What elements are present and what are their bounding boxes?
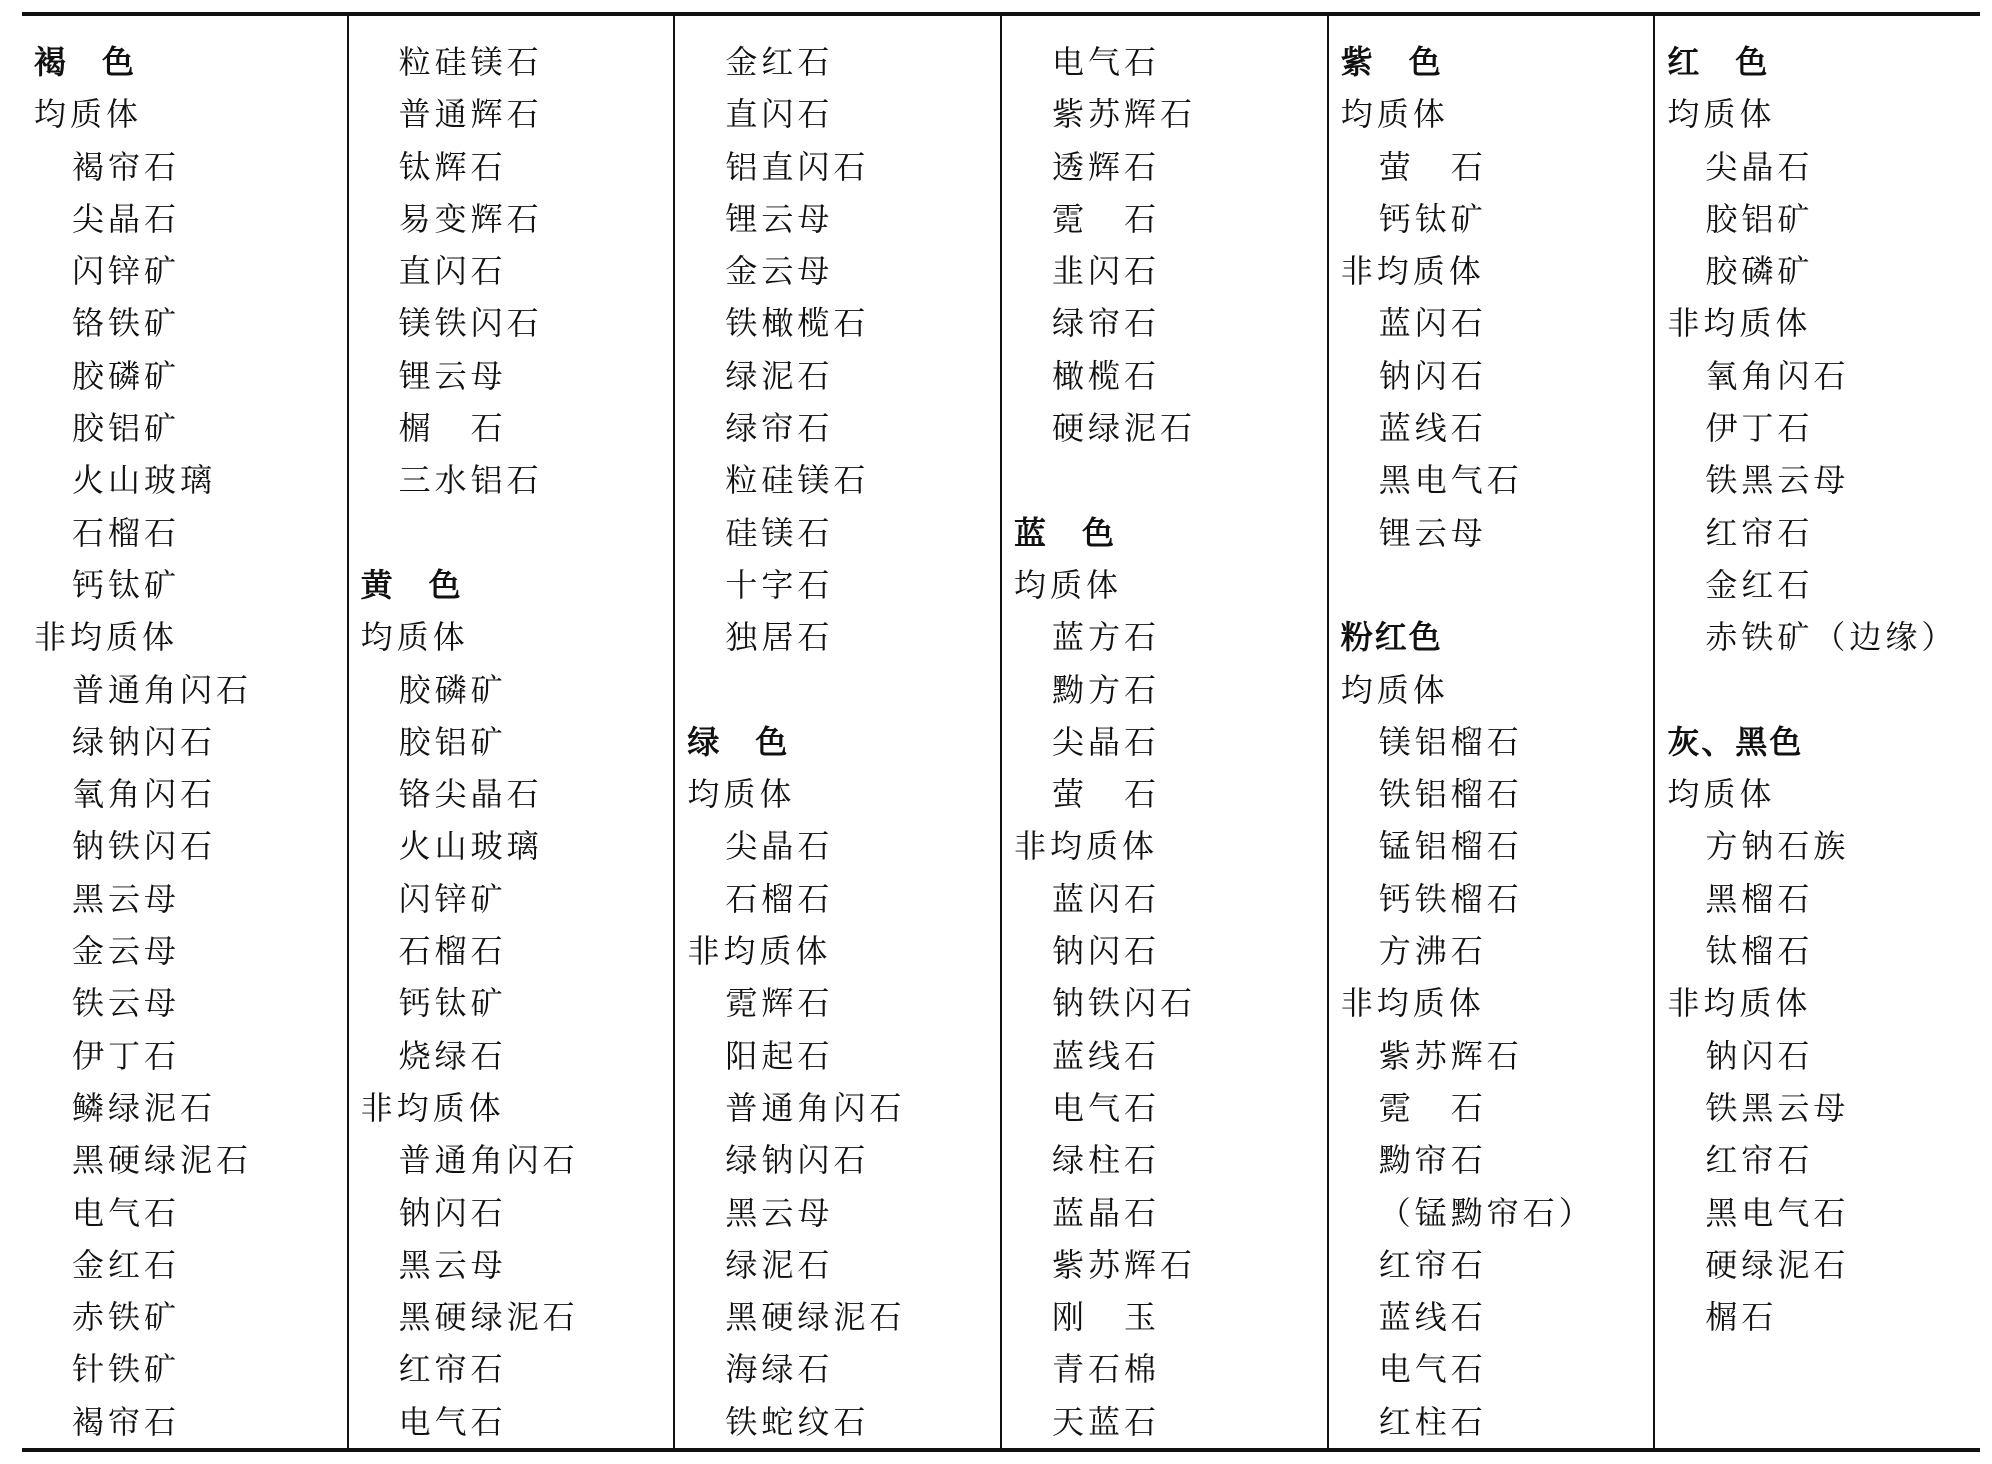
mineral-name: 紫苏辉石	[1052, 95, 1197, 134]
mineral-name: 红帘石	[398, 1350, 507, 1389]
mineral-name: 铁铝榴石	[1378, 775, 1523, 814]
mineral-name: 镁铝榴石	[1378, 722, 1523, 761]
mineral-name: 闪锌矿	[398, 879, 507, 918]
mineral-name: 胶铝矿	[1705, 199, 1814, 238]
mineral-name: 赤铁矿（边缘）	[1705, 618, 1958, 657]
mineral-name: 金红石	[725, 43, 834, 81]
mineral-name: 蓝方石	[1052, 618, 1161, 657]
mineral-name: 火山玻璃	[72, 461, 217, 500]
mineral-name: 海绿石	[725, 1350, 834, 1389]
optical-class-label: 均质体	[1014, 565, 1123, 604]
mineral-name: 钛榴石	[1705, 932, 1814, 971]
optical-class-label: 非均质体	[1340, 984, 1485, 1023]
table-column-5	[1329, 16, 1656, 1448]
color-group-heading: 蓝 色	[1014, 513, 1117, 552]
color-group-heading: 灰、黑色	[1667, 722, 1804, 761]
mineral-name: 直闪石	[725, 95, 834, 134]
mineral-name: 金红石	[72, 1245, 181, 1284]
mineral-name: 霓 石	[1052, 199, 1161, 238]
mineral-name: 紫苏辉石	[1378, 1036, 1523, 1075]
mineral-name: 韭闪石	[1052, 252, 1161, 291]
mineral-name: 胶铝矿	[398, 722, 507, 761]
optical-class-label: 非均质体	[1667, 304, 1812, 343]
mineral-name: 易变辉石	[398, 199, 543, 238]
mineral-name: 黑云母	[398, 1245, 507, 1284]
mineral-name: 电气石	[72, 1193, 181, 1232]
mineral-name: 钠闪石	[1378, 356, 1487, 395]
mineral-name: 萤 石	[1378, 147, 1487, 186]
mineral-name: 萤 石	[1052, 775, 1161, 814]
mineral-name: 青石棉	[1052, 1350, 1161, 1389]
mineral-name: 蓝闪石	[1378, 304, 1487, 343]
optical-class-label: 非均质体	[1014, 827, 1159, 866]
mineral-name: 金红石	[1705, 565, 1814, 604]
mineral-name: 黑硬绿泥石	[725, 1298, 906, 1337]
mineral-name: 红帘石	[1378, 1245, 1487, 1284]
table-column-1	[22, 16, 349, 1448]
mineral-name: 三水铝石	[398, 461, 543, 500]
optical-class-label: 均质体	[1667, 95, 1776, 134]
mineral-name: 镁铁闪石	[398, 304, 543, 343]
mineral-name: 橄榄石	[1052, 356, 1161, 395]
mineral-name: 钠闪石	[1052, 932, 1161, 971]
mineral-name: 黑电气石	[1378, 461, 1523, 500]
mineral-name: 尖晶石	[1052, 722, 1161, 761]
mineral-name: 石榴石	[72, 513, 181, 552]
mineral-name: 黝方石	[1052, 670, 1161, 709]
color-group-heading: 褐 色	[34, 43, 137, 81]
mineral-name: 黑榴石	[1705, 879, 1814, 918]
mineral-name: 红柱石	[1378, 1402, 1487, 1441]
mineral-name: 硬绿泥石	[1705, 1245, 1850, 1284]
mineral-name: 粒硅镁石	[398, 43, 543, 81]
mineral-name: 普通辉石	[398, 95, 543, 134]
mineral-name: 钠闪石	[398, 1193, 507, 1232]
mineral-name: 铬铁矿	[72, 304, 181, 343]
mineral-name: 绿柱石	[1052, 1141, 1161, 1180]
optical-class-label: 均质体	[34, 95, 143, 134]
mineral-name: 钙铁榴石	[1378, 879, 1523, 918]
mineral-name: 独居石	[725, 618, 834, 657]
mineral-name: 黝帘石	[1378, 1141, 1487, 1180]
mineral-name: 天蓝石	[1052, 1402, 1161, 1441]
mineral-name: 霓 石	[1378, 1088, 1487, 1127]
mineral-name: 黑云母	[72, 879, 181, 918]
mineral-name: 绿帘石	[725, 409, 834, 448]
mineral-name: 方沸石	[1378, 932, 1487, 971]
mineral-name: 透辉石	[1052, 147, 1161, 186]
mineral-name: 胶磷矿	[1705, 252, 1814, 291]
mineral-name: 胶磷矿	[72, 356, 181, 395]
mineral-name: 尖晶石	[725, 827, 834, 866]
mineral-name: 氧角闪石	[72, 775, 217, 814]
optical-class-label: 均质体	[1667, 775, 1776, 814]
color-group-heading: 绿 色	[687, 722, 790, 761]
mineral-name: 金云母	[72, 932, 181, 971]
mineral-name: 铁云母	[72, 984, 181, 1023]
mineral-name: 黑硬绿泥石	[72, 1141, 253, 1180]
optical-class-label: 均质体	[360, 618, 469, 657]
mineral-name: 钙钛矿	[398, 984, 507, 1023]
color-group-heading: 黄 色	[360, 565, 463, 604]
spacer	[361, 507, 674, 559]
mineral-name: 锂云母	[725, 199, 834, 238]
mineral-name: 硅镁石	[725, 513, 834, 552]
optical-class-label: 非均质体	[687, 932, 832, 971]
mineral-name: 粒硅镁石	[725, 461, 870, 500]
mineral-name: （锰黝帘石）	[1378, 1193, 1595, 1232]
mineral-name: 榍 石	[398, 409, 507, 448]
mineral-name: 铁黑云母	[1705, 461, 1850, 500]
mineral-name: 铁橄榄石	[725, 304, 870, 343]
mineral-name: 石榴石	[725, 879, 834, 918]
mineral-name: 电气石	[1378, 1350, 1487, 1389]
mineral-color-table	[22, 12, 1980, 1452]
mineral-name: 石榴石	[398, 932, 507, 971]
mineral-name: 硬绿泥石	[1052, 409, 1197, 448]
spacer	[1667, 664, 1980, 716]
mineral-name: 铬尖晶石	[398, 775, 543, 814]
mineral-name: 褐帘石	[72, 1402, 181, 1441]
mineral-name: 绿钠闪石	[72, 722, 217, 761]
mineral-name: 钛辉石	[398, 147, 507, 186]
mineral-name: 钠闪石	[1705, 1036, 1814, 1075]
mineral-name: 红帘石	[1705, 513, 1814, 552]
mineral-name: 普通角闪石	[398, 1141, 579, 1180]
mineral-name: 蓝线石	[1378, 409, 1487, 448]
mineral-name: 褐帘石	[72, 147, 181, 186]
mineral-name: 鳞绿泥石	[72, 1088, 217, 1127]
optical-class-label: 非均质体	[1667, 984, 1812, 1023]
mineral-name: 氧角闪石	[1705, 356, 1850, 395]
mineral-name: 黑硬绿泥石	[398, 1298, 579, 1337]
mineral-name: 阳起石	[725, 1036, 834, 1075]
mineral-name: 绿帘石	[1052, 304, 1161, 343]
mineral-name: 普通角闪石	[72, 670, 253, 709]
mineral-name: 火山玻璃	[398, 827, 543, 866]
mineral-name: 胶铝矿	[72, 409, 181, 448]
mineral-name: 榍石	[1705, 1298, 1778, 1337]
mineral-name: 伊丁石	[72, 1036, 181, 1075]
mineral-name: 电气石	[398, 1402, 507, 1441]
mineral-name: 电气石	[1052, 1088, 1161, 1127]
mineral-name: 锂云母	[1378, 513, 1487, 552]
mineral-name: 黑云母	[725, 1193, 834, 1232]
optical-class-label: 均质体	[1340, 95, 1449, 134]
optical-class-label: 非均质体	[34, 618, 179, 657]
mineral-name: 锰铝榴石	[1378, 827, 1523, 866]
mineral-name: 伊丁石	[1705, 409, 1814, 448]
mineral-name: 绿钠闪石	[725, 1141, 870, 1180]
mineral-name: 金云母	[725, 252, 834, 291]
mineral-name: 钠铁闪石	[1052, 984, 1197, 1023]
mineral-name: 烧绿石	[398, 1036, 507, 1075]
mineral-name: 蓝晶石	[1052, 1193, 1161, 1232]
spacer	[1014, 454, 1327, 506]
color-group-heading: 红 色	[1667, 43, 1770, 81]
mineral-name: 钙钛矿	[72, 565, 181, 604]
mineral-name: 霓辉石	[725, 984, 834, 1023]
table-column-4	[1002, 16, 1329, 1448]
mineral-name: 赤铁矿	[72, 1298, 181, 1337]
mineral-name: 钙钛矿	[1378, 199, 1487, 238]
mineral-name: 铁蛇纹石	[725, 1402, 870, 1441]
mineral-name: 红帘石	[1705, 1141, 1814, 1180]
mineral-name: 十字石	[725, 565, 834, 604]
mineral-name: 尖晶石	[72, 199, 181, 238]
mineral-name: 钠铁闪石	[72, 827, 217, 866]
spacer	[1341, 559, 1654, 611]
mineral-name: 锂云母	[398, 356, 507, 395]
mineral-name: 普通角闪石	[725, 1088, 906, 1127]
mineral-name: 刚 玉	[1052, 1298, 1161, 1337]
spacer	[687, 664, 1000, 716]
optical-class-label: 均质体	[687, 775, 796, 814]
table-column-2	[349, 16, 676, 1448]
optical-class-label: 非均质体	[1340, 252, 1485, 291]
mineral-name: 黑电气石	[1705, 1193, 1850, 1232]
mineral-name: 尖晶石	[1705, 147, 1814, 186]
optical-class-label: 非均质体	[360, 1088, 505, 1127]
mineral-name: 直闪石	[398, 252, 507, 291]
color-group-heading: 粉红色	[1340, 618, 1443, 657]
mineral-name: 方钠石族	[1705, 827, 1850, 866]
mineral-name: 闪锌矿	[72, 252, 181, 291]
table-column-3	[675, 16, 1002, 1448]
mineral-name: 紫苏辉石	[1052, 1245, 1197, 1284]
mineral-name: 铝直闪石	[725, 147, 870, 186]
color-group-heading: 紫 色	[1340, 43, 1443, 81]
mineral-name: 蓝闪石	[1052, 879, 1161, 918]
table-column-6	[1655, 16, 1980, 1448]
mineral-name: 绿泥石	[725, 356, 834, 395]
mineral-name: 电气石	[1052, 43, 1161, 81]
mineral-name: 铁黑云母	[1705, 1088, 1850, 1127]
optical-class-label: 均质体	[1340, 670, 1449, 709]
mineral-name: 绿泥石	[725, 1245, 834, 1284]
mineral-name: 蓝线石	[1378, 1298, 1487, 1337]
mineral-name: 针铁矿	[72, 1350, 181, 1389]
mineral-name: 胶磷矿	[398, 670, 507, 709]
mineral-name: 蓝线石	[1052, 1036, 1161, 1075]
